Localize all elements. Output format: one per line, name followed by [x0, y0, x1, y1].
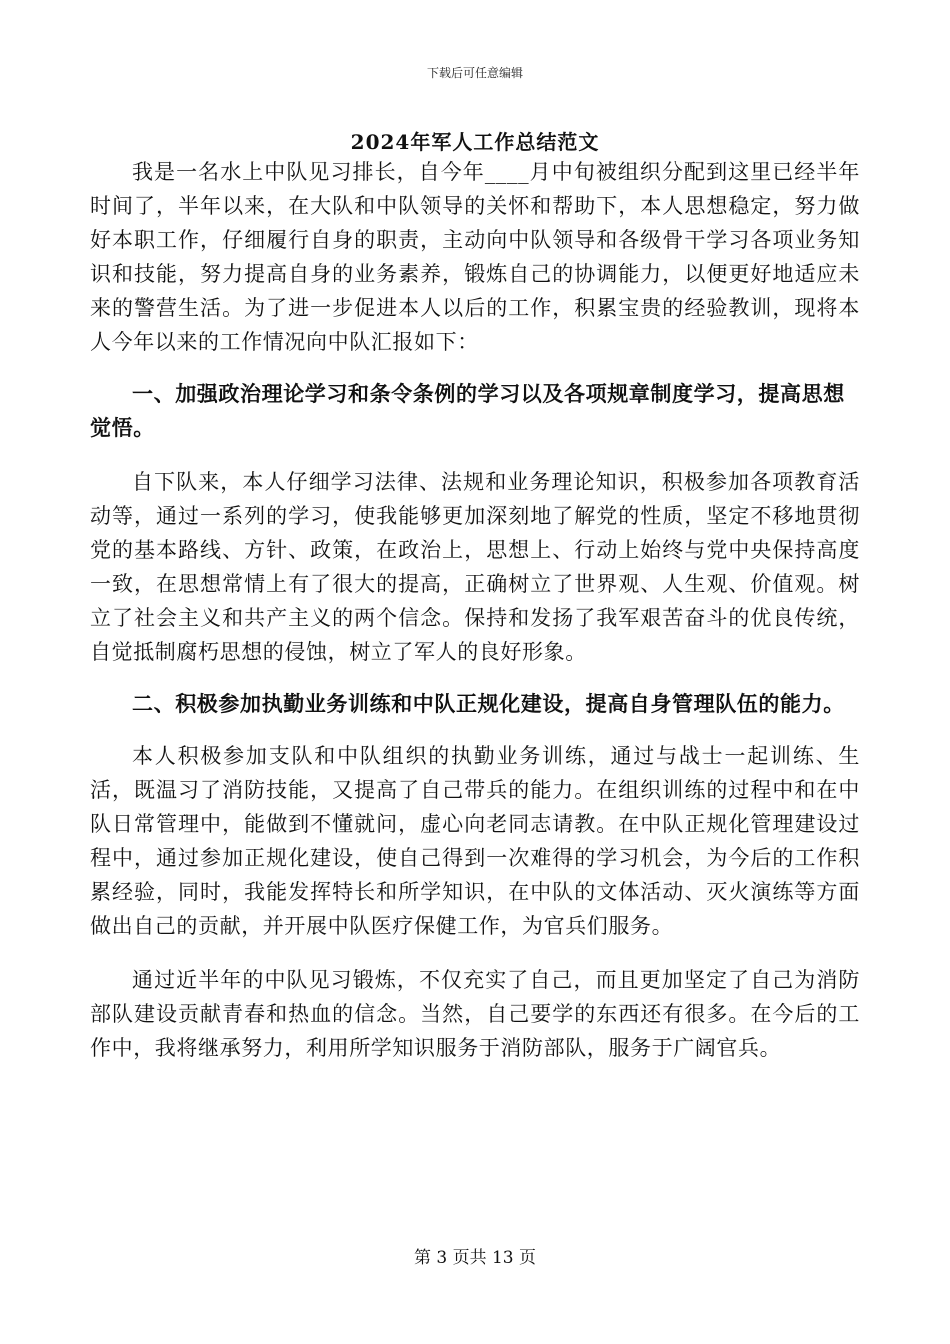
page-number: 第 3 页共 13 页 — [413, 1248, 537, 1268]
section-heading-2: 二、积极参加执勤业务训练和中队正规化建设，提高自身管理队伍的能力。 — [132, 691, 845, 716]
section-heading-1: 一、加强政治理论学习和条令条例的学习以及各项规章制度学习，提高思想觉悟。 — [90, 381, 845, 440]
document-body — [90, 155, 860, 1065]
section-2-paragraph: 本人积极参加支队和中队组织的执勤业务训练，通过与战士一起训练、生活，既温习了消防技能，又提高了自己带兵的能力。在组织训练的过程中和在中队日常管理中，能做到不懂就问，虚心向老同志请教。在中队正规化管理建设过程中，通过参加正规化建设，使自己得到一次难得的学习机会，为今后的工作积累经验，同时，我能发挥特长和所学知识，在中队的文体活动、灭火演练等方面做出自己的贡献，并开展中队医疗保健工作，为官兵们服务。 — [90, 744, 860, 938]
document-title: 2024年军人工作总结范文 — [350, 130, 600, 154]
header-note: 下载后可任意编辑 — [426, 66, 523, 80]
intro-paragraph: 我是一名水上中队见习排长，自今年____月中旬被组织分配到这里已经半年时间了，半年以来，在大队和中队领导的关怀和帮助下，本人思想稳定，努力做好本职工作，仔细履行自身的职责，主动向中队领导和各级骨干学习各项业务知识和技能，努力提高自身的业务素养，锻炼自己的协调能力，以便更好地适应未来的警营生活。为了进一步促进本人以后的工作，积累宝贵的经验教训，现将本人今年以来的工作情况向中队汇报如下： — [90, 160, 860, 354]
closing-paragraph: 通过近半年的中队见习锻炼，不仅充实了自己，而且更加坚定了自己为消防部队建设贡献青春和热血的信念。当然，自己要学的东西还有很多。在今后的工作中，我将继承努力，利用所学知识服务于消防部队，服务于广阔官兵。 — [90, 968, 860, 1060]
section-1-paragraph: 自下队来，本人仔细学习法律、法规和业务理论知识，积极参加各项教育活动等，通过一系列的学习，使我能够更加深刻地了解党的性质，坚定不移地贯彻党的基本路线、方针、政策，在政治上，思想上、行动上始终与党中央保持高度一致，在思想常情上有了很大的提高，正确树立了世界观、人生观、价值观。树立了社会主义和共产主义的两个信念。保持和发扬了我军艰苦奋斗的优良传统，自觉抵制腐朽思想的侵蚀，树立了军人的良好形象。 — [90, 470, 860, 664]
